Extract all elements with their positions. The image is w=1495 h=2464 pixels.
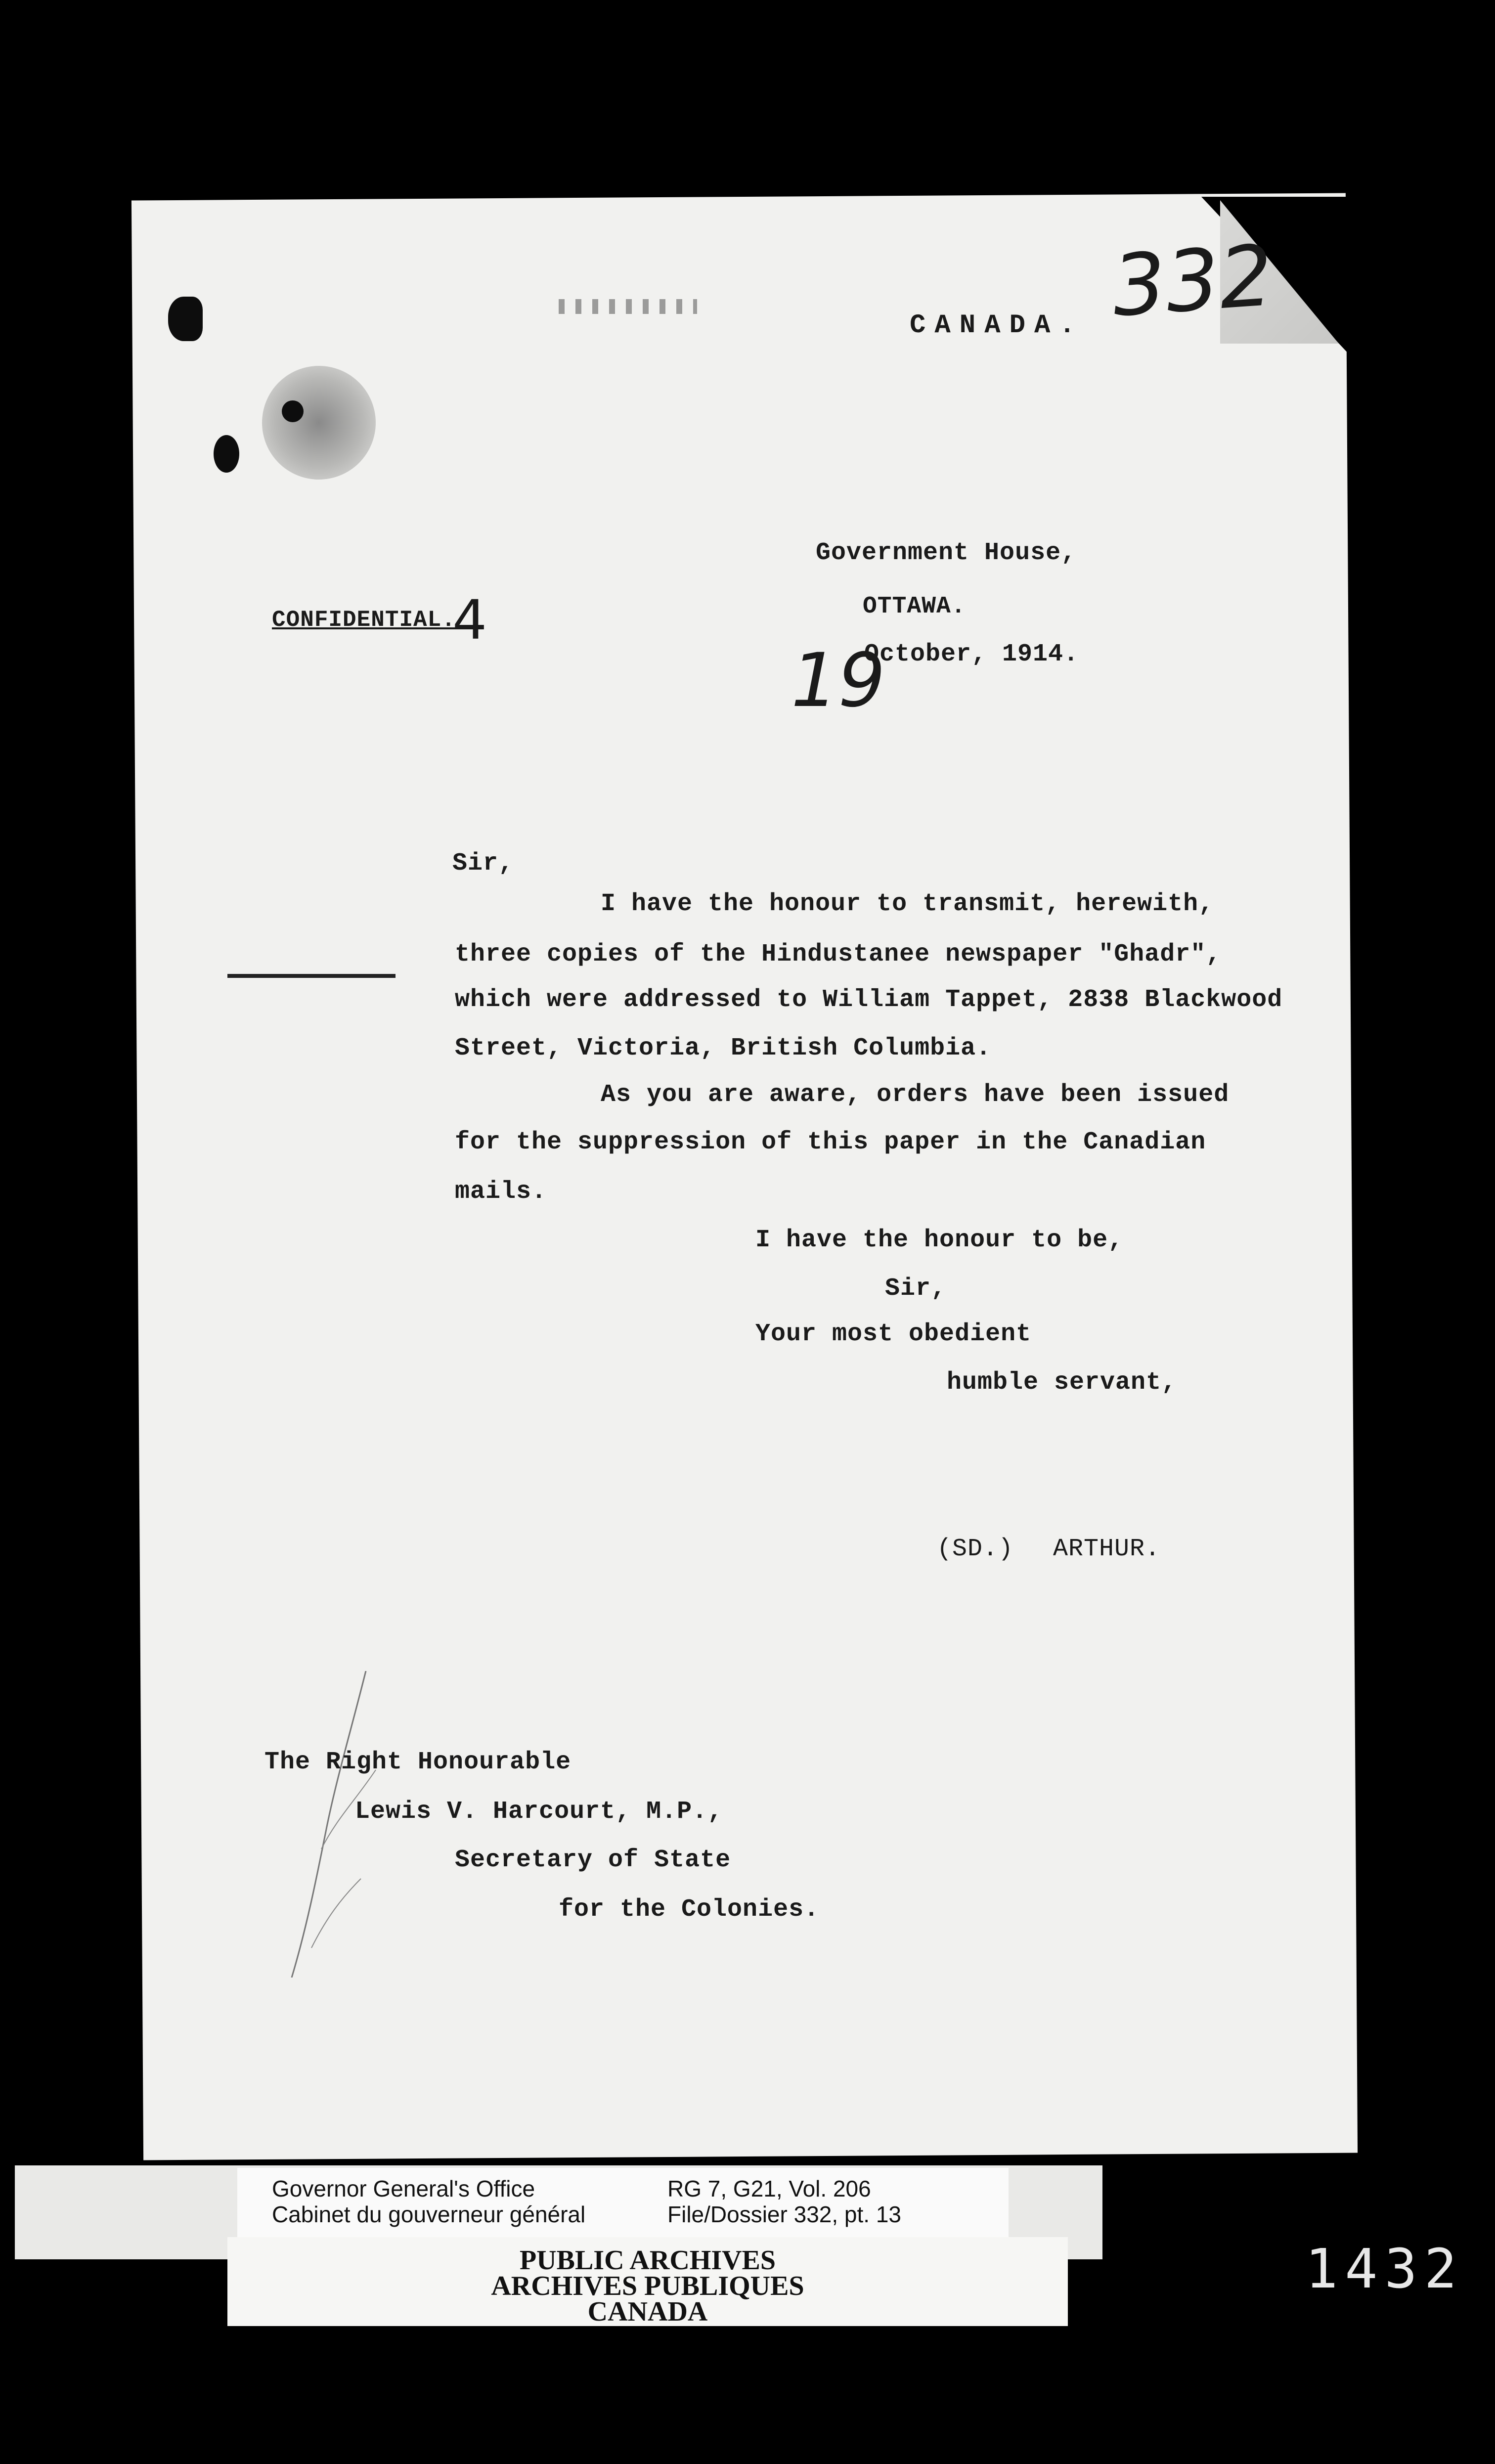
body-line: three copies of the Hindustanee newspaper "Ghadr", [455, 940, 1222, 968]
classification-mark: 4 [452, 588, 487, 652]
binder-hole-center [282, 400, 304, 422]
date-line: October, 1914. [864, 640, 1079, 668]
archive-stamp-line-2: ARCHIVES PUBLIQUES [491, 2271, 804, 2301]
recipient-line: for the Colonies. [559, 1895, 820, 1924]
archive-stamp-line-3: CANADA [587, 2296, 708, 2327]
body-line: As you are aware, orders have been issued [601, 1081, 1230, 1109]
date-day: 19 [791, 638, 885, 724]
recipient-line: Secretary of State [455, 1846, 731, 1874]
classification: CONFIDENTIAL. [272, 607, 456, 633]
address-line-2: OTTAWA. [863, 593, 966, 620]
body-line: I have the honour to transmit, herewith, [601, 890, 1214, 918]
archive-office-en: Governor General's Office [272, 2176, 535, 2201]
letterhead-crest-marks [559, 299, 697, 314]
body-line: for the suppression of this paper in the Canadian [455, 1128, 1206, 1156]
margin-rule [227, 974, 396, 978]
recipient-line: Lewis V. Harcourt, M.P., [355, 1798, 723, 1826]
binder-hole-top [168, 297, 203, 341]
address-line-1: Government House, [816, 539, 1077, 567]
binder-clip-shadow [262, 366, 376, 480]
country-header: CANADA. [910, 310, 1084, 341]
binder-hole-bottom [214, 435, 239, 473]
closing-line: humble servant, [947, 1368, 1177, 1397]
archive-office-fr: Cabinet du gouverneur général [272, 2201, 586, 2227]
body-line: mails. [455, 1178, 547, 1206]
salutation: Sir, [452, 849, 514, 878]
closing-line: Your most obedient [755, 1320, 1032, 1348]
frame-number: 1432 [1305, 2237, 1464, 2300]
closing-line: I have the honour to be, [755, 1226, 1124, 1254]
signature-prefix: (SD.) [937, 1535, 1014, 1563]
recipient-line: The Right Honourable [264, 1748, 572, 1776]
signature-name: ARTHUR. [1053, 1535, 1161, 1563]
archive-reference-2: File/Dossier 332, pt. 13 [667, 2201, 902, 2227]
body-line: which were addressed to William Tappet, 2838 Blackwood [455, 986, 1283, 1014]
archive-stamp-line-1: PUBLIC ARCHIVES [519, 2245, 776, 2276]
body-line: Street, Victoria, British Columbia. [455, 1034, 992, 1062]
folio-number: 332 [1109, 226, 1276, 336]
closing-line: Sir, [885, 1275, 947, 1303]
archive-reference-1: RG 7, G21, Vol. 206 [667, 2176, 871, 2201]
